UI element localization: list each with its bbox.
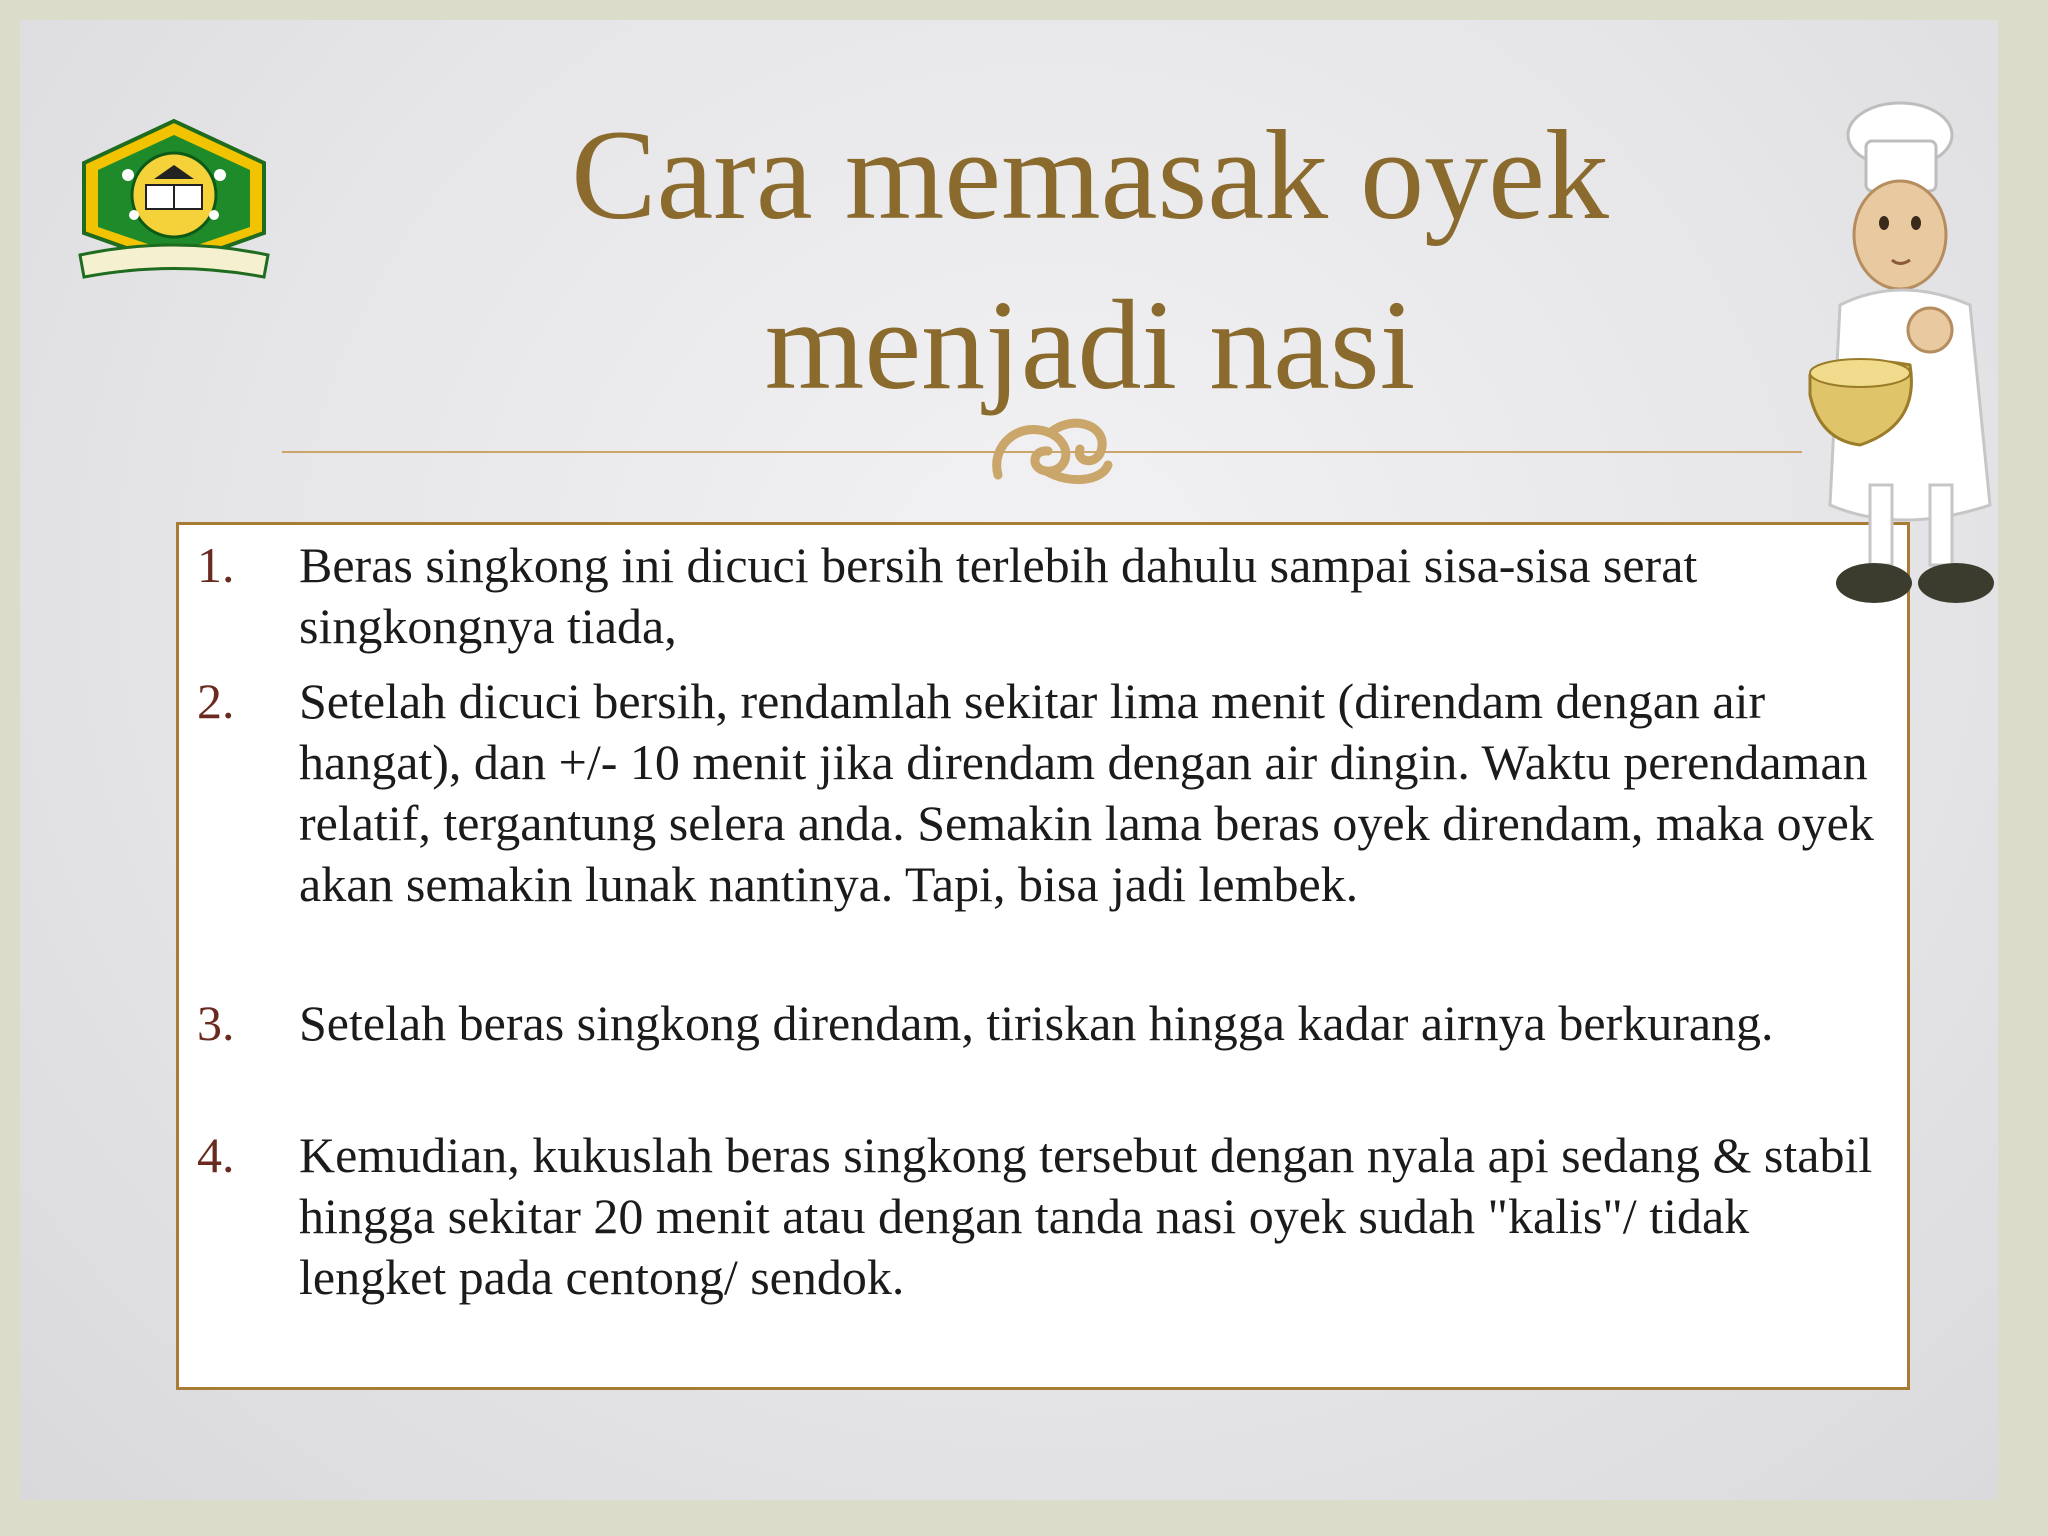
step-text: Setelah dicuci bersih, rendamlah sekitar lima menit (direndam dengan air hangat), dan +/- 10 menit jika direndam dengan air dingin. Waktu perendaman relatif, tergantung selera anda. Semakin lama beras oyek direndam, maka oyek akan semakin lunak nantinya. Tapi, bisa jadi lembek. [299,673,1874,912]
step-number: 4. [197,1127,235,1183]
page-title [290,90,1890,430]
slide [20,20,1998,1500]
flourish-ornament-icon [980,405,1120,495]
step-number: 3. [197,995,235,1051]
step-number: 2. [197,673,235,729]
chef-illustration-icon [1800,95,2030,615]
step-text: Beras singkong ini dicuci bersih terlebih dahulu sampai sisa-sisa serat singkongnya tiada, [299,537,1698,654]
stie-indragiri-logo-icon [68,115,280,285]
steps-box [176,522,1910,1390]
step-text: Kemudian, kukuslah beras singkong tersebut dengan nyala api sedang & stabil hingga sekitar 20 menit atau dengan tanda nasi oyek sudah "kalis"/ tidak lengket pada centong/ sendok. [299,1127,1873,1305]
title-line-1: Cara memasak oyek [571,104,1609,246]
title-line-2: menjadi nasi [764,274,1416,416]
step-number: 1. [197,537,235,593]
step-text: Setelah beras singkong direndam, tiriskan hingga kadar airnya berkurang. [299,995,1774,1051]
